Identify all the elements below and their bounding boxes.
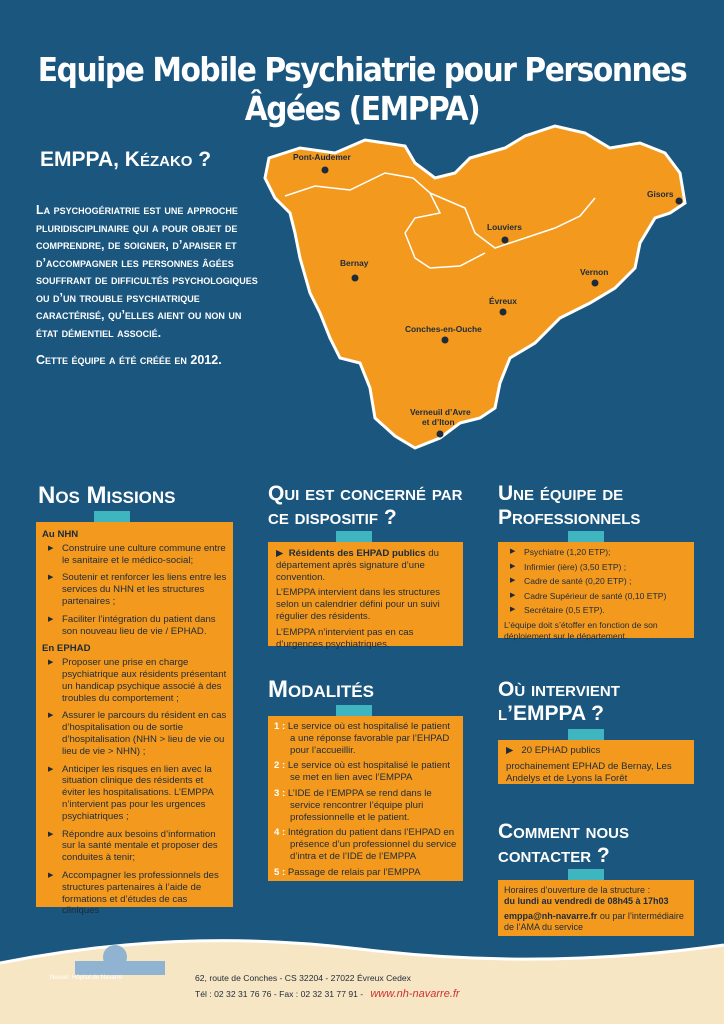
ou-box [498, 740, 694, 784]
city-dot [442, 337, 449, 344]
ou-line1: ▶ 20 EPHAD publics [506, 745, 601, 756]
step-text: Passage de relais par l’EMPPA [287, 866, 421, 878]
list-item: ▶ Infirmier (ière) (3,50 ETP) ; [504, 562, 688, 573]
step-text: Le service où est hospitalisé le patient a une réponse favorable par l’EHPAD pour l’accueillir. [287, 721, 450, 756]
contact-heading: Comment nous contacter ? [498, 820, 629, 867]
modalites-box [268, 716, 463, 881]
ou-line2: prochainement EPHAD de Bernay, Les Andelys et de Lyons la Forêt [506, 760, 672, 784]
ou-line1-text: 20 EPHAD publics [521, 745, 601, 756]
missions-heading: Nos Missions [38, 482, 176, 509]
list-item: ▶ Répondre aux besoins d’information sur la santé mentale et proposer des conduites à tenir; [42, 829, 227, 864]
concerne-p1: L’EMPPA intervient dans les structures selon un calendrier défini pour un suivi régulier des résidents. [276, 587, 441, 622]
contact-box [498, 880, 694, 936]
step [274, 827, 457, 862]
city-dot [500, 309, 507, 316]
email-rest: ou par l’intermédiaire de l’AMA du service [504, 911, 684, 932]
step-num: 4 : [274, 827, 286, 839]
equipe-list [504, 547, 688, 616]
nhn-title: Au NHN [42, 529, 79, 540]
list-item: ▶ Psychiatre (1,20 ETP); [504, 547, 688, 558]
list-item: ▶ Accompagner les professionnels des structures partenaires à l’aide de formations et d’études de cas cliniques [42, 870, 227, 917]
city-label: Évreux [489, 296, 517, 306]
intro-heading: EMPPA, Kézako ? [40, 148, 212, 171]
city-label: Louviers [487, 222, 522, 232]
ehpad-list [42, 657, 227, 917]
list-item: ▶ Assurer le parcours du résident en cas d’hospitalisation ou de sortie d’hospitalisation (NHN > lieu de vie ou lieu de vie > NHN) ; [42, 710, 227, 757]
city-label: Verneuil d’Avre [410, 407, 471, 417]
logo-line1: Nouvel [50, 975, 69, 981]
step-text: L’IDE de l’EMPPA se rend dans le service rencontrer l’équipe pluri professionnelle et le patient. [287, 787, 432, 823]
concerne-heading: Qui est concerné par ce dispositif ? [268, 482, 463, 529]
contact-email-line [504, 911, 688, 933]
step [274, 760, 457, 784]
step-text: Intégration du patient dans l’EHPAD en présence d’un professionnel du service d’intra et de l’IDE de l’EMPPA [287, 827, 457, 862]
list-item: ▶ Soutenir et renforcer les liens entre les services du NHN et les structures partenaires ; [42, 572, 227, 607]
eure-map [255, 118, 695, 463]
step-num: 3 : [274, 787, 286, 799]
city-label: Vernon [580, 267, 609, 277]
city-dot [352, 275, 359, 282]
phone-line [195, 986, 460, 1002]
box-tab [94, 511, 130, 522]
city-label: Conches-en-Ouche [405, 324, 482, 334]
footer-address [195, 970, 460, 1002]
concerne-bold: Résidents des EHPAD publics [288, 548, 426, 559]
list-item: ▶ Construire une culture commune entre le sanitaire et le médico-social; [42, 543, 227, 567]
logo-building-icon [75, 961, 165, 975]
page-title: Equipe Mobile Psychiatrie pour Personnes Âgées (EMPPA) [37, 50, 687, 128]
concerne-text: ▶ Résidents des EHPAD publics du département après signature d’une convention. [276, 548, 439, 583]
missions-box [36, 522, 233, 917]
city-dot [502, 237, 509, 244]
website-link[interactable]: www.nh-navarre.fr [370, 988, 460, 1000]
list-item: ▶ Cadre Supérieur de santé (0,10 ETP) [504, 591, 688, 602]
city-label: Bernay [340, 258, 369, 268]
equipe-note: L’équipe doit s’étoffer en fonction de son déploiement sur le département. [504, 619, 658, 641]
city-dot [676, 198, 683, 205]
address-line: 62, route de Conches - CS 32204 - 27022 Évreux Cedex [195, 973, 411, 983]
hours-label: Horaires d’ouverture de la structure : [504, 885, 651, 895]
intro-paragraph: La psychogériatrie est une approche pluridisciplinaire qui a pour objet de comprendre, de soigner, d’apaiser et d’accompagner les personnes âgées souffrant de difficultés psychologiques ou d’un trouble psychiatrique caractérisé, qu’elles aient ou non un état démentiel associé. [36, 203, 258, 340]
concerne-rest: du département après signature d’une convention. [276, 548, 439, 583]
modalites-heading: Modalités [268, 676, 374, 703]
phones: Tél : 02 32 31 76 76 - Fax : 02 32 31 77 91 - [195, 989, 364, 999]
ou-heading: Où intervient l’EMPPA ? [498, 678, 620, 725]
box-tab [336, 705, 372, 716]
email-link[interactable]: emppa@nh-navarre.fr [504, 911, 598, 921]
box-tab [336, 531, 372, 542]
concerne-p2: L’EMPPA n’intervient pas en cas d’urgences psychiatriques. [276, 626, 414, 650]
step [274, 721, 457, 756]
step [274, 788, 457, 823]
city-label: et d’Iton [422, 417, 455, 427]
city-label: Pont-Audemer [293, 152, 351, 162]
list-item: ▶ Anticiper les risques en lien avec la situation clinique des résidents et éviter les hospitalisations. L’EMPPA n’intervient pas pour les urgences psychiatriques ; [42, 764, 227, 823]
box-tab [568, 729, 604, 740]
city-dot [592, 280, 599, 287]
equipe-box [498, 542, 694, 641]
equipe-heading: Une équipe de Professionnels [498, 482, 641, 529]
list-item: ▶ Cadre de santé (0,20 ETP) ; [504, 576, 688, 587]
list-item: ▶ Faciliter l’intégration du patient dans son nouveau lieu de vie / EPHAD. [42, 614, 227, 638]
step-text: Le service où est hospitalisé le patient se met en lien avec l’EMPPA [287, 760, 450, 784]
list-item: ▶ Proposer une prise en charge psychiatrique aux résidents présentant un handicap psychique associé à des troubles du comportement ; [42, 657, 227, 704]
step-num: 5 : [274, 866, 286, 878]
list-item: ▶ Secrétaire (0,5 ETP). [504, 605, 688, 616]
ehpad-title: En EPHAD [42, 643, 91, 655]
nhn-list [42, 543, 227, 638]
hours: du lundi au vendredi de 08h45 à 17h03 [504, 896, 669, 906]
city-label: Gisors [647, 189, 674, 199]
step-num: 2 : [274, 760, 286, 772]
logo-text [50, 975, 190, 981]
concerne-box [268, 542, 463, 650]
intro-created: Cette équipe a été créée en 2012. [36, 353, 222, 367]
step [274, 867, 457, 879]
city-dot [322, 167, 329, 174]
box-tab [568, 531, 604, 542]
map-shape [265, 126, 685, 448]
step-num: 1 : [274, 721, 286, 732]
intro-text [36, 202, 264, 380]
box-tab [568, 869, 604, 880]
logo-line2: Hôpital de Navarre [72, 975, 123, 981]
city-dot [437, 431, 444, 438]
